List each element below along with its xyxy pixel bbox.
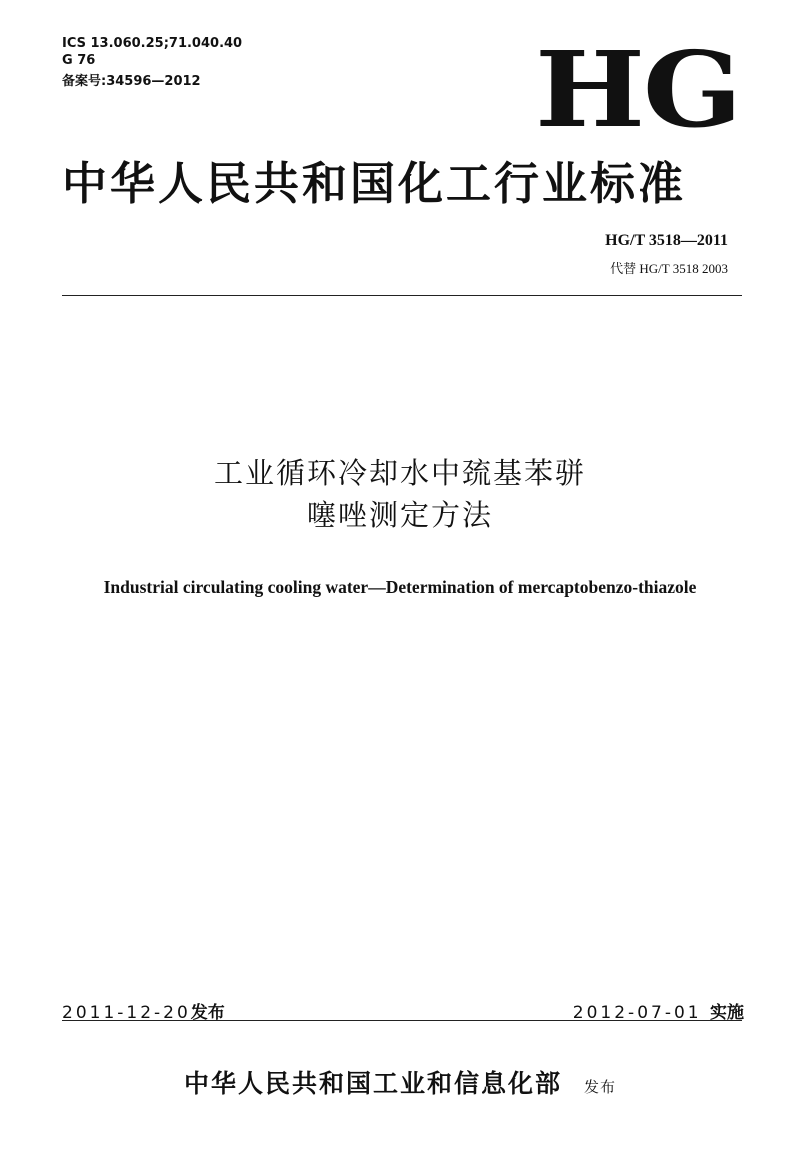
issue-date: 2011-12-20 bbox=[62, 1003, 191, 1023]
standard-number: HG/T 3518—2011 bbox=[605, 232, 728, 249]
header-divider bbox=[62, 295, 742, 296]
issuer-label: 发布 bbox=[584, 1078, 617, 1096]
ics-code: ICS 13.060.25;71.040.40 bbox=[62, 36, 243, 51]
implementation-date: 2012-07-01 bbox=[572, 1003, 702, 1023]
footer-divider bbox=[62, 1020, 742, 1021]
implementation-label: 实施 bbox=[710, 1003, 744, 1023]
classification-code: G 76 bbox=[62, 53, 96, 68]
issuer-block bbox=[0, 1064, 800, 1100]
issuer-name: 中华人民共和国工业和信息化部 bbox=[183, 1069, 562, 1098]
replaces-standard: 代替 HG/T 3518 2003 bbox=[610, 261, 728, 276]
hg-logo: HG bbox=[535, 28, 741, 151]
record-number: 备案号:34596—2012 bbox=[62, 74, 201, 89]
chinese-title bbox=[0, 452, 800, 536]
issue-label: 发布 bbox=[190, 1003, 225, 1023]
standard-category-title: 中华人民共和国化工行业标准 bbox=[62, 157, 687, 210]
english-title: Industrial circulating cooling water—Determination of mercaptobenzo-thiazole bbox=[103, 577, 697, 597]
chinese-title-line-1: 工业循环冷却水中巯基苯骈 bbox=[213, 456, 586, 490]
chinese-title-line-2: 噻唑测定方法 bbox=[306, 498, 493, 532]
